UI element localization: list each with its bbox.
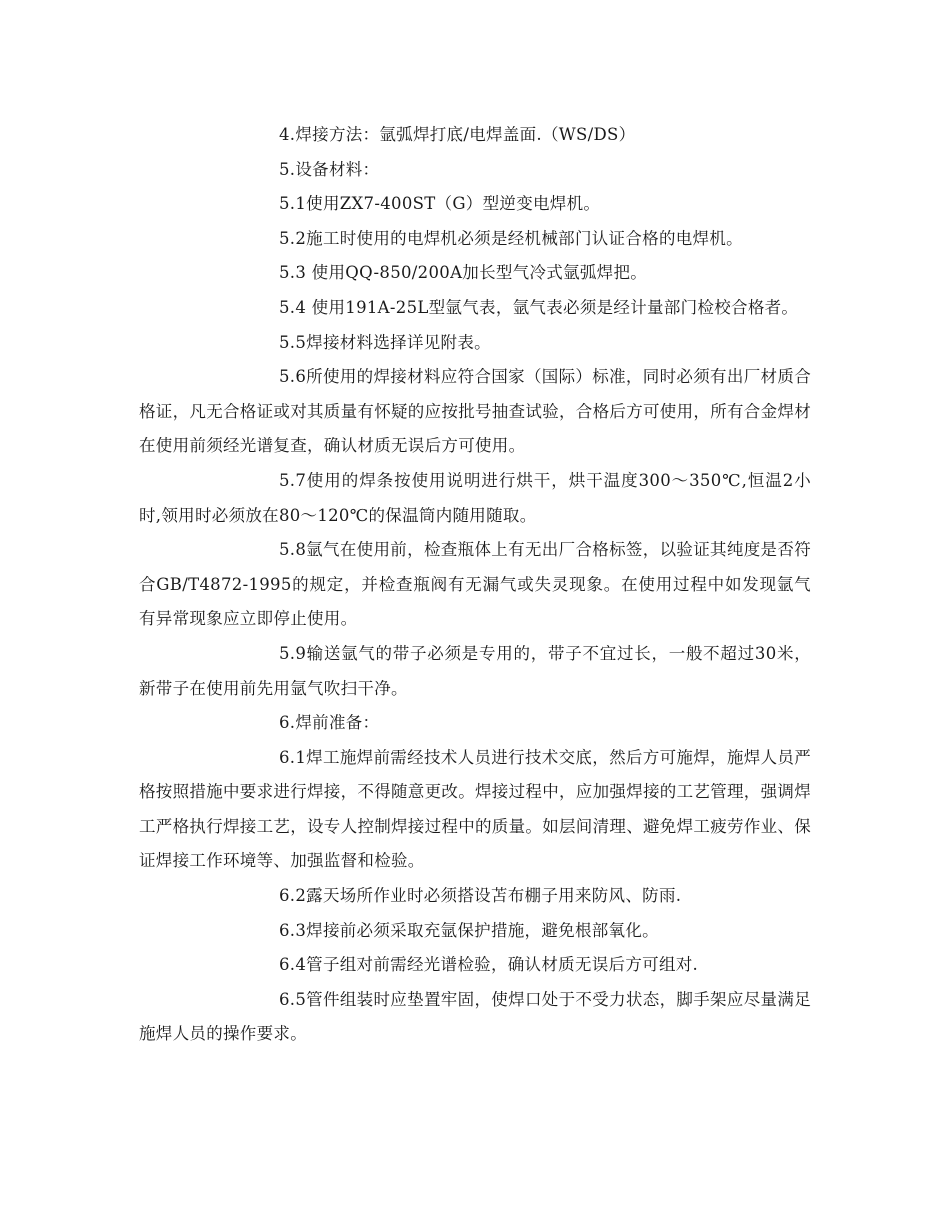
paragraph-welding-method: 4.焊接方法：氩弧焊打底/电焊盖面.（WS/DS） [279,125,636,144]
document-body [139,118,811,1052]
paragraph-6-3: 6.3焊接前必须采取充氩保护措施，避免根部氧化。 [279,920,659,940]
paragraph-5-9: 5.9输送氩气的带子必须是专用的，带子不宜过长，一般不超过30米，新带子在使用前先用氩气吹扫干净。 [139,643,811,698]
paragraph-equipment-materials-heading: 5.设备材料： [279,159,380,179]
paragraph-5-1: 5.1使用ZX7-400ST（G）型逆变电焊机。 [279,194,601,214]
paragraph-5-4: 5.4 使用191A-25L型氩气表，氩气表必须是经计量部门检校合格者。 [279,297,799,317]
paragraph-5-2: 5.2施工时使用的电焊机必须是经机械部门认证合格的电焊机。 [279,228,743,248]
paragraph-5-3: 5.3 使用QQ-850/200A加长型气冷式氩弧焊把。 [279,263,648,283]
paragraph-preparation-heading: 6.焊前准备： [279,713,380,733]
paragraph-5-5: 5.5焊接材料选择详见附表。 [279,332,491,352]
paragraph-5-6: 5.6所使用的焊接材料应符合国家（国际）标准，同时必须有出厂材质合格证，凡无合格证或对其质量有怀疑的应按批号抽查试验，合格后方可使用，所有合金焊材在使用前须经光谱复查，确认材质无误后方可使用。 [139,367,811,456]
paragraph-6-5: 6.5管件组装时应垫置牢固，使焊口处于不受力状态，脚手架应尽量满足施焊人员的操作要求。 [139,989,811,1044]
paragraph-5-7: 5.7使用的焊条按使用说明进行烘干，烘干温度300～350℃,恒温2小时,领用时必须放在80～120℃的保温筒内随用随取。 [139,470,811,525]
paragraph-6-4: 6.4管子组对前需经光谱检验，确认材质无误后方可组对. [279,955,699,975]
paragraph-6-1: 6.1焊工施焊前需经技术人员进行技术交底，然后方可施焊，施焊人员严格按照措施中要求进行焊接，不得随意更改。焊接过程中，应加强焊接的工艺管理，强调焊工严格执行焊接工艺，设专人控制焊接过程中的质量。如层间清理、避免焊工疲劳作业、保证焊接工作环境等、加强监督和检验。 [139,747,811,871]
paragraph-6-2: 6.2露天场所作业时必须搭设苫布棚子用来防风、防雨. [279,886,682,906]
paragraph-5-8: 5.8氩气在使用前，检查瓶体上有无出厂合格标签，以验证其纯度是否符合GB/T4872-1995的规定，并检查瓶阀有无漏气或失灵现象。在使用过程中如发现氩气有异常现象应立即停止使用。 [139,540,811,629]
